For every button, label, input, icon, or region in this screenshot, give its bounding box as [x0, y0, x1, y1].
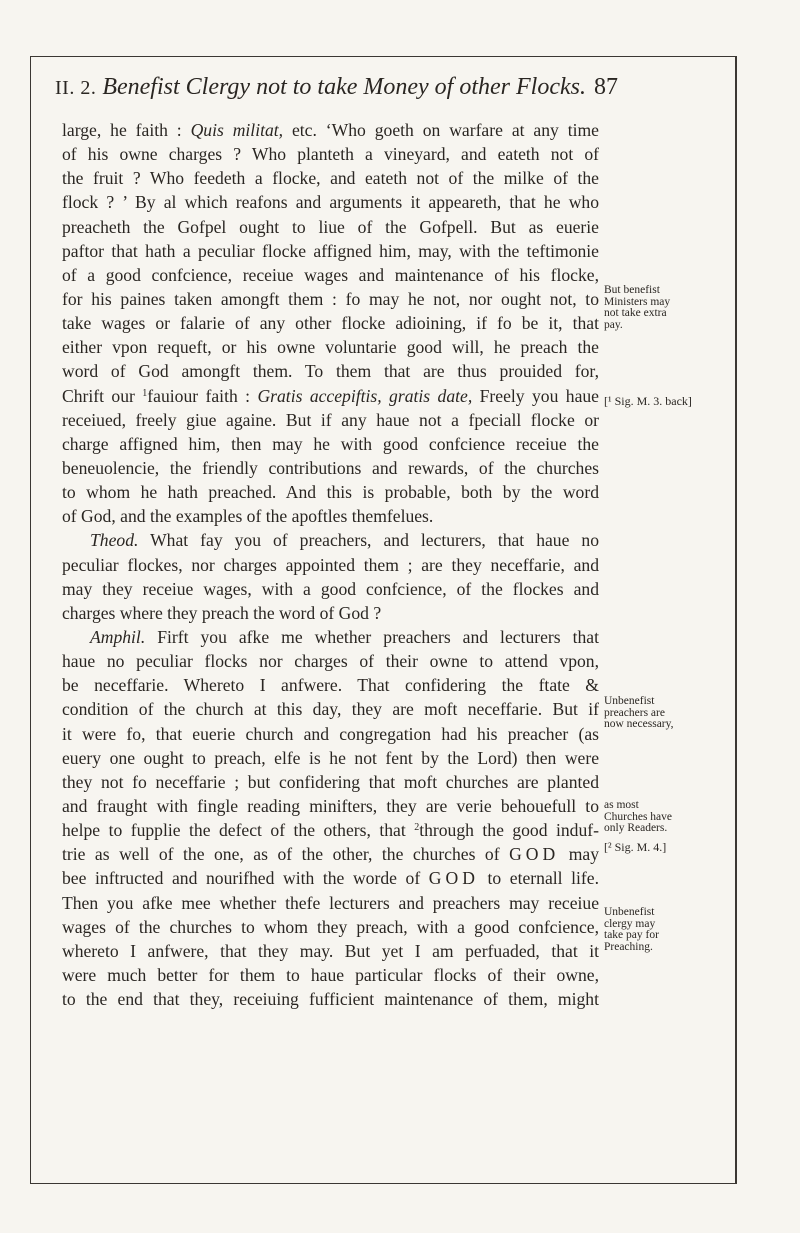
margin-note: Unbenefist clergy may take pay for Preaching. — [604, 906, 659, 953]
text-line: word of God amongft them. To them that are thus prouided for, — [62, 361, 599, 382]
running-title: Benefist Clergy not to take Money of other Flocks. — [102, 74, 586, 100]
text-line: either vpon requeft, or his owne voluntarie good will, he preach the — [62, 337, 599, 358]
speaker-name: Amphil. — [90, 626, 146, 647]
text-line: receiued, freely giue againe. But if any haue not a fpeciall flocke or — [62, 409, 599, 430]
text-line: whereto I anfwere, that they may. But yet I am perfuaded, that it — [62, 940, 599, 961]
margin-note: Unbenefist preachers are now necessary, — [604, 695, 674, 730]
text-line: beneuolencie, the friendly contributions and rewards, of the churches — [62, 457, 599, 478]
text-line: of a good confcience, receiue wages and maintenance of his flocke, — [62, 264, 599, 285]
text-line: of God, and the examples of the apoftles themfelues. — [62, 506, 434, 527]
text-line: preacheth the Gofpel ought to liue of the Gofpell. But as euerie — [62, 216, 599, 237]
text-line: trie as well of the one, as of the other, the churches of GOD may — [62, 844, 599, 865]
text-line: it were fo, that euerie church and congregation had his preacher (as — [62, 723, 599, 744]
text-line: condition of the church at this day, they are moft neceffarie. But if — [62, 699, 599, 720]
margin-note: [¹ Sig. M. 3. back] — [604, 394, 692, 408]
text-line: of his owne charges ? Who planteth a vineyard, and eateth not of — [62, 144, 599, 165]
text-line: be neceffarie. Whereto I anfwere. That confidering the ftate & — [62, 675, 599, 696]
text-line: paftor that hath a peculiar flocke affigned him, may, with the teftimonie — [62, 240, 599, 261]
text-line: Amphil. Firft you afke me whether preachers and lecturers that — [90, 626, 599, 647]
margin-note: But benefist Ministers may not take extra pay. — [604, 284, 671, 331]
margin-note: as most Churches have only Readers. — [604, 799, 673, 834]
body-text — [62, 118, 599, 1011]
page-number: 87 — [593, 74, 618, 100]
text-line: helpe to fupplie the defect of the others, that $^2$through the good induf- — [62, 820, 599, 841]
text-line: flock ? ’ By al which reafons and arguments it appeareth, that he who — [62, 192, 599, 213]
text-line: were much better for them to haue particular flocks of their owne, — [62, 964, 599, 985]
text-line: the fruit ? Who feedeth a flocke, and eateth not of the milke of the — [62, 168, 599, 189]
text-line: euery one ought to preach, elfe is he not fent by the Lord) then were — [62, 747, 599, 768]
text-line: may they receiue wages, with a good confcience, of the flockes and — [62, 578, 599, 599]
text-line: haue no peculiar flocks nor charges of their owne to attend vpon, — [62, 651, 599, 672]
text-line: take wages or falarie of any other flocke adioining, if fo be it, that — [62, 313, 599, 334]
footnote-marker: 2 — [414, 822, 420, 834]
text-line: Chrift our $^1$fauiour faith : Gratis accepiftis, gratis date, Freely you haue — [62, 385, 599, 406]
section-number: II. 2. — [55, 77, 97, 99]
text-line: charges where they preach the word of God ? — [62, 602, 382, 623]
text-line: Theod. What fay you of preachers, and lecturers, that haue no — [90, 530, 599, 551]
text-line: charge affigned him, then may he with good confcience receiue the — [62, 433, 599, 454]
text-line: for his paines taken amongft them : fo may he not, nor ought not, to — [62, 288, 599, 309]
margin-note: [² Sig. M. 4.] — [604, 840, 667, 854]
footnote-marker: 1 — [142, 387, 148, 399]
speaker-name: Theod. — [90, 530, 139, 551]
text-line: to the end that they, receiuing fufficient maintenance of them, might — [62, 989, 599, 1010]
text-line: large, he faith : Quis militat, etc. ‘Who goeth on warfare at any time — [62, 120, 599, 140]
text-line: bee inftructed and nourifhed with the worde of GOD to eternall life. — [62, 868, 599, 889]
text-line: Then you afke mee whether thefe lecturers and preachers may receiue — [62, 892, 599, 913]
running-header — [55, 72, 735, 103]
text-line: peculiar flockes, nor charges appointed them ; are they neceffarie, and — [62, 554, 599, 575]
text-line: to whom he hath preached. And this is probable, both by the word — [62, 482, 599, 503]
text-line: wages of the churches to whom they preach, with a good confcience, — [62, 916, 599, 937]
text-line: they not fo neceffarie ; but confidering that moft churches are planted — [62, 771, 599, 792]
text-line: and fraught with fingle reading minifters, they are verie behouefull to — [62, 795, 599, 816]
